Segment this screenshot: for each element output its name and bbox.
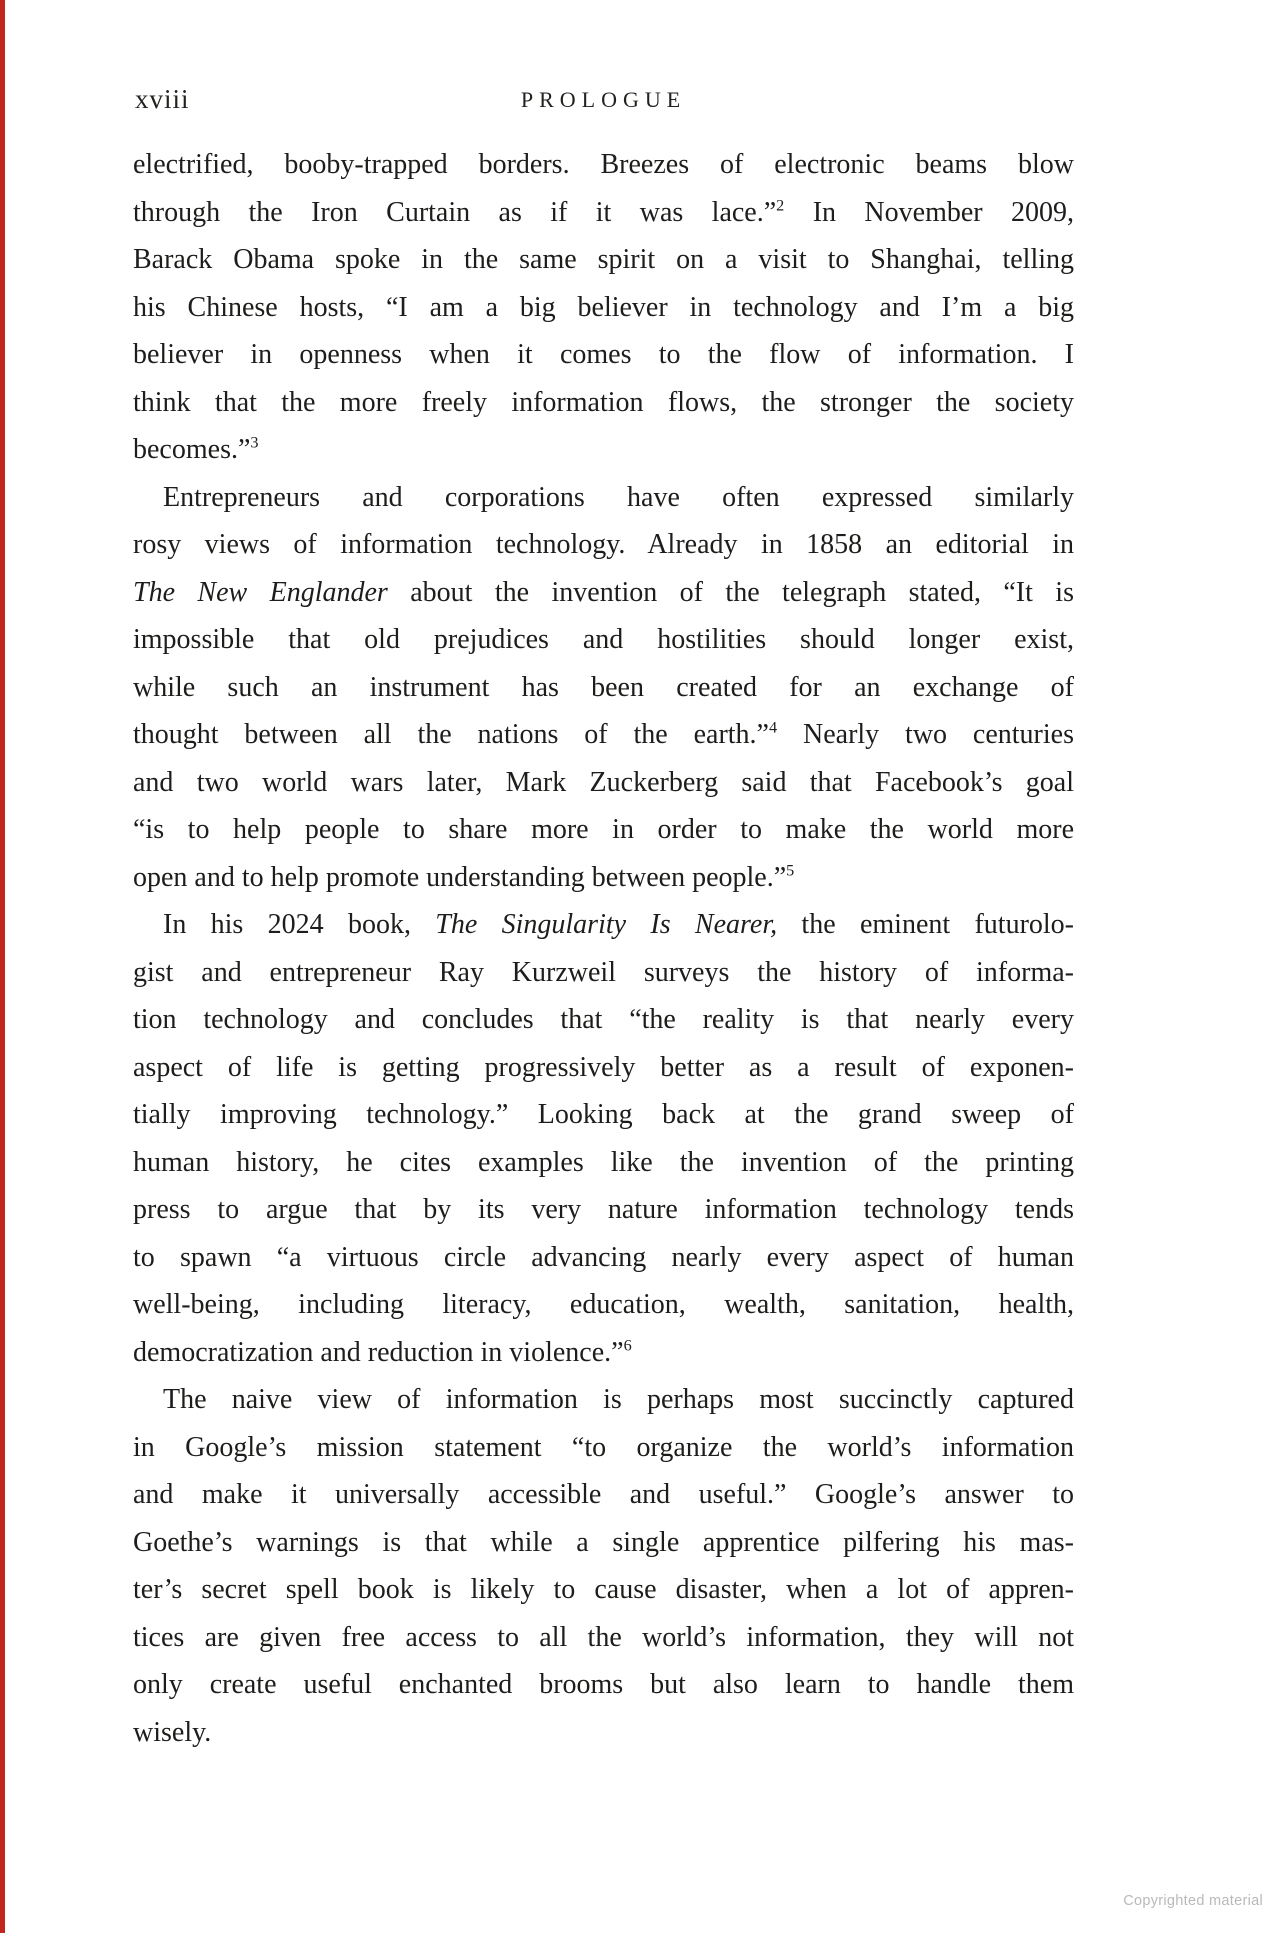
text-line bbox=[133, 1471, 1074, 1519]
text-run: in Google’s mission statement “to organize the world’s information bbox=[133, 1431, 1074, 1463]
text-line bbox=[133, 664, 1074, 712]
text-run: to spawn “a virtuous circle advancing nearly every aspect of human bbox=[133, 1241, 1074, 1273]
text-line bbox=[133, 426, 1074, 474]
text-run: rosy views of information technology. Already in 1858 an editorial in bbox=[133, 529, 1074, 560]
page-number: xviii bbox=[135, 84, 190, 114]
text-run: tially improving technology.” Looking back at the grand sweep of bbox=[133, 1099, 1074, 1130]
text-run: ter’s secret spell book is likely to cause disaster, when a lot of appren- bbox=[133, 1574, 1074, 1605]
running-header-title: PROLOGUE bbox=[520, 87, 687, 112]
footnote-reference: 6 bbox=[623, 1336, 632, 1355]
text-line bbox=[133, 1566, 1074, 1614]
text-line bbox=[133, 1091, 1074, 1139]
text-line bbox=[133, 331, 1074, 379]
text-run: tices are given free access to all the world’s information, they will not bbox=[133, 1621, 1074, 1653]
text-line bbox=[133, 759, 1074, 807]
italic-text-run: The New Englander bbox=[133, 576, 388, 608]
footnote-reference: 5 bbox=[786, 861, 795, 880]
text-line bbox=[133, 1376, 1074, 1424]
text-run: human history, he cites examples like the invention of the printing bbox=[133, 1146, 1074, 1178]
text-run: In November 2009, bbox=[784, 196, 1074, 228]
text-line bbox=[133, 901, 1074, 949]
text-line bbox=[133, 1519, 1074, 1567]
text-run: wisely. bbox=[133, 1716, 212, 1748]
text-line bbox=[133, 1329, 1074, 1377]
text-run: democratization and reduction in violence.” bbox=[133, 1336, 624, 1368]
text-line bbox=[133, 1661, 1074, 1709]
text-line bbox=[133, 1234, 1074, 1282]
book-edge-stripe bbox=[0, 0, 5, 1933]
text-line bbox=[133, 1044, 1074, 1092]
text-run: Entrepreneurs and corporations have often expressed similarly bbox=[163, 481, 1074, 513]
text-line bbox=[133, 1709, 1074, 1757]
text-run: electrified, booby-trapped borders. Breezes of electronic beams blow bbox=[133, 149, 1074, 180]
text-line bbox=[133, 1281, 1074, 1329]
text-run: and make it universally accessible and useful.” Google’s answer to bbox=[133, 1479, 1074, 1510]
text-line bbox=[133, 1139, 1074, 1187]
text-run: only create useful enchanted brooms but also learn to handle them bbox=[133, 1669, 1074, 1700]
text-line bbox=[133, 284, 1074, 332]
text-line bbox=[133, 521, 1074, 569]
text-run: “is to help people to share more in order to make the world more bbox=[133, 814, 1074, 845]
text-run: In his 2024 book, bbox=[163, 909, 436, 940]
text-run: press to argue that by its very nature information technology tends bbox=[133, 1194, 1074, 1225]
text-line bbox=[133, 806, 1074, 854]
text-line bbox=[133, 569, 1074, 617]
text-run: and two world wars later, Mark Zuckerberg said that Facebook’s goal bbox=[133, 766, 1074, 798]
text-line bbox=[133, 1614, 1074, 1662]
footnote-reference: 3 bbox=[250, 433, 259, 452]
text-run: believer in openness when it comes to the flow of information. I bbox=[133, 339, 1074, 370]
text-run: open and to help promote understanding between people.” bbox=[133, 861, 787, 893]
copyright-watermark: Copyrighted material bbox=[1123, 1893, 1263, 1909]
footnote-reference: 4 bbox=[768, 718, 778, 737]
text-line bbox=[133, 616, 1074, 664]
running-header bbox=[133, 84, 1074, 118]
text-line bbox=[133, 711, 1074, 759]
text-line bbox=[133, 949, 1074, 997]
text-run: The naive view of information is perhaps most succinctly captured bbox=[163, 1384, 1074, 1415]
text-line bbox=[133, 854, 1074, 902]
text-run: Goethe’s warnings is that while a single apprentice pilfering his mas- bbox=[133, 1526, 1074, 1558]
text-line bbox=[133, 1424, 1074, 1472]
text-line bbox=[133, 474, 1074, 522]
text-line bbox=[133, 141, 1074, 189]
text-run: about the invention of the telegraph stated, “It is bbox=[387, 576, 1074, 608]
text-run: gist and entrepreneur Ray Kurzweil surveys the history of informa- bbox=[133, 956, 1074, 988]
text-run: thought between all the nations of the earth.” bbox=[133, 719, 769, 750]
text-run: Nearly two centuries bbox=[777, 719, 1074, 750]
text-run: through the Iron Curtain as if it was lace.” bbox=[133, 196, 777, 228]
text-run: tion technology and concludes that “the reality is that nearly every bbox=[133, 1004, 1074, 1035]
text-run: his Chinese hosts, “I am a big believer in technology and I’m a big bbox=[133, 291, 1074, 323]
text-run: impossible that old prejudices and hostilities should longer exist, bbox=[133, 624, 1074, 655]
text-line bbox=[133, 996, 1074, 1044]
text-line bbox=[133, 236, 1074, 284]
text-run: well-being, including literacy, education, wealth, sanitation, health, bbox=[133, 1289, 1074, 1320]
text-line bbox=[133, 1186, 1074, 1234]
text-run: aspect of life is getting progressively better as a result of exponen- bbox=[133, 1051, 1074, 1083]
text-run: while such an instrument has been created for an exchange of bbox=[133, 671, 1074, 703]
italic-text-run: The Singularity Is Nearer, bbox=[435, 909, 778, 940]
text-run: the eminent futurolo- bbox=[777, 909, 1075, 940]
text-run: becomes.” bbox=[133, 434, 251, 465]
text-run: think that the more freely information flows, the stronger the society bbox=[133, 386, 1074, 418]
page-body bbox=[133, 141, 1074, 1756]
text-line bbox=[133, 189, 1074, 237]
text-run: Barack Obama spoke in the same spirit on a visit to Shanghai, telling bbox=[133, 244, 1074, 275]
text-line bbox=[133, 379, 1074, 427]
footnote-reference: 2 bbox=[776, 196, 785, 215]
